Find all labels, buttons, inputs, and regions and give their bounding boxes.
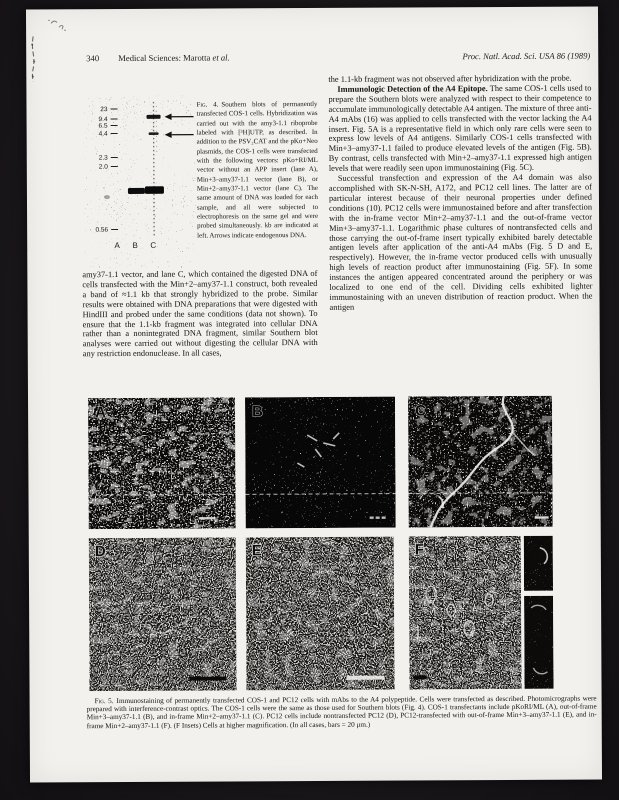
fig5-panel-f	[409, 536, 522, 690]
page-header	[26, 50, 598, 64]
panel-letter: B	[252, 403, 263, 421]
right-paragraph-1: the 1.1-kb fragment was not observed after hybridization with the probe.	[328, 73, 572, 84]
ink-smudge	[104, 195, 110, 199]
left-column	[82, 269, 317, 359]
gel-marker-label: 2.0	[98, 163, 108, 171]
gel-marker-label: 9.4	[98, 116, 108, 124]
running-head	[118, 52, 230, 63]
journal-citation: Proc. Natl. Acad. Sci. USA 86 (1989)	[462, 50, 591, 62]
fig5-panel-c	[408, 396, 553, 528]
page-number: 340	[86, 53, 100, 64]
fig5-caption-label: Fig. 5.	[94, 697, 114, 706]
fig5-panel-f-inset-top	[524, 536, 553, 591]
fig4-caption	[196, 100, 318, 241]
lane-b-band	[128, 188, 145, 194]
lane-label-b: B	[132, 240, 138, 250]
fig5-panel-e	[246, 537, 395, 691]
scale-bar	[189, 676, 226, 680]
panel-letter: D	[94, 543, 106, 561]
scale-bar	[346, 676, 384, 680]
fig5-panel-a	[88, 397, 236, 529]
figure-4	[83, 95, 317, 270]
fig5-panel-d	[89, 537, 237, 691]
fig5-panel-b	[245, 397, 396, 529]
right-paragraph-2	[328, 83, 591, 174]
panel-letter: E	[251, 542, 262, 560]
lane-label-c: C	[150, 240, 157, 250]
gel-marker-label: 2.3	[98, 154, 108, 162]
section-run-in-heading: Immunologic Detection of the A4 Epitope.	[337, 83, 488, 94]
figure-5	[85, 396, 557, 698]
lane-label-a: A	[114, 241, 120, 251]
scale-bar	[413, 675, 426, 679]
right-paragraph-3: Successful transfection and expression of the A4 domain was also accomplished with SK-N-SH, A172, and PC12 cell lines. The latter are of particular interest because of their neuronal properties under defined conditions (10). PC12 cells were immunostained before and after transfection with the in-frame vector Min+2–amy37-1.1 and the out-of-frame vector Min+3–amy37-1.1. Logarithmic phase cultures of nontransfected cells and those carrying the out-of-frame insert typically exhibited barely detectable antigen levels after application of the anti-A4 mAbs (Fig. 5 D and E, respectively). However, the in-frame vector produced cells with unusually high levels of reaction product after immunostaining (Fig. 5F). In some instances the antigen appeared concentrated around the periphery or was localized to one end of the cell. Dividing cells exhibited lighter immunostaining with an uneven distribution of reaction product. When the antigen	[328, 172, 593, 312]
lane-c-upper-band	[147, 115, 161, 119]
panel-letter: C	[415, 402, 426, 420]
left-column-paragraph: amy37-1.1 vector, and lane C, which contained the digested DNA of cells transfected with the Min+2–amy37-1.1 construct, both revealed a band of ≈1.1 kb that strongly hybridized to the probe. Similar results were obtained with DNA preparations that were digested with HindIII and probed under the same conditions (data not shown). To ensure that the 1.1-kb fragment was integrated into cellular DNA rather than a nonintegrated DNA fragment, similar Southern blot analyses were carried out without digesting the cellular DNA with any restriction endonuclease. In all cases,	[82, 268, 318, 359]
panel-letter: A	[95, 404, 106, 422]
right-column	[328, 74, 592, 313]
fig5-panel-f-inset-bottom	[524, 596, 553, 689]
gel-marker-label: 23	[100, 106, 108, 114]
gel-marker-label: 4.4	[98, 130, 108, 138]
panel-letter: F	[414, 541, 425, 559]
lane-c-second-band	[149, 132, 159, 135]
handwritten-pencil-marks	[26, 14, 86, 89]
scale-bar	[199, 517, 216, 519]
fig5-caption-text: Immunostaining of permanently transfected COS-1 and PC12 cells with mAbs to the A4 polypeptide. Cells were transfected as described. Photomicrographs were prepared with interference-contrast optics. The COS-1 cells were the same as those used for Southern blots (Fig. 4). COS-1 transfectants include pKoRI/ML (A), out-of-frame Min+3–amy37-1.1 (B), and in-frame Min+2–amy37-1.1 (C). PC12 cells include nontransfected PC12 (D), PC12-transfected with out-of-frame Min+3–amy37-1.1 (E), and in-frame Min+2–amy37-1.1 (F). (F Insets) Cells at higher magnification. (In all cases, bars = 20 μm.)	[86, 694, 597, 730]
right-paragraph-2-text: The same COS-1 cells used to prepare the Southern blots were analyzed with respect to their competence to accumulate immunologically detectable A4 antigen. The mixture of three anti-A4 mAbs (16) was applied to cells transfected with the vector lacking the A4 insert. Fig. 5A is a representative field in which only rare cells were seen to express low levels of A4 antigens. Similarly COS-1 cells transfected with Min+3–amy37-1.1 failed to produce elevated levels of the antigen (Fig. 5B). By contrast, cells transfected with Min+2–amy37-1.1 expressed high antigen levels that were readily seen upon immunostaining (Fig. 5C).	[328, 83, 592, 174]
running-head-etal: et al.	[212, 52, 230, 63]
fig4-southern-blot-gel	[83, 96, 196, 269]
lane-c-band	[145, 186, 164, 194]
gel-marker-label: 6.5	[98, 122, 108, 130]
scanned-paper-page	[26, 7, 602, 783]
running-head-text: Medical Sciences: Marotta	[118, 52, 213, 64]
fig4-caption-label: Fig. 4.	[196, 101, 219, 109]
fig4-caption-text: Southern blots of permanently transfected COS-1 cells. Hybridization was carried out with the amy3-1.1 riboprobe labeled with [³H]UTP, as described. In addition to the PSV₂CAT and the pKo+Neo plasmids, the COS-1 cells were transfected with the following vectors: pKo+RI/ML vector without an APP insert (lane A), Min+3–amy37-1.1 vector (lane B), or Min+2–amy37-1.1 vector (lane C). The same amount of DNA was loaded for each sample, and all were subjected to electrophoresis on the same gel and were probed simultaneously. kb are indicated at left. Arrows indicate endogenous DNA.	[196, 100, 319, 240]
scale-bar	[535, 516, 549, 518]
fig5-caption	[87, 695, 597, 730]
gel-marker-label: 0.56	[95, 226, 109, 234]
